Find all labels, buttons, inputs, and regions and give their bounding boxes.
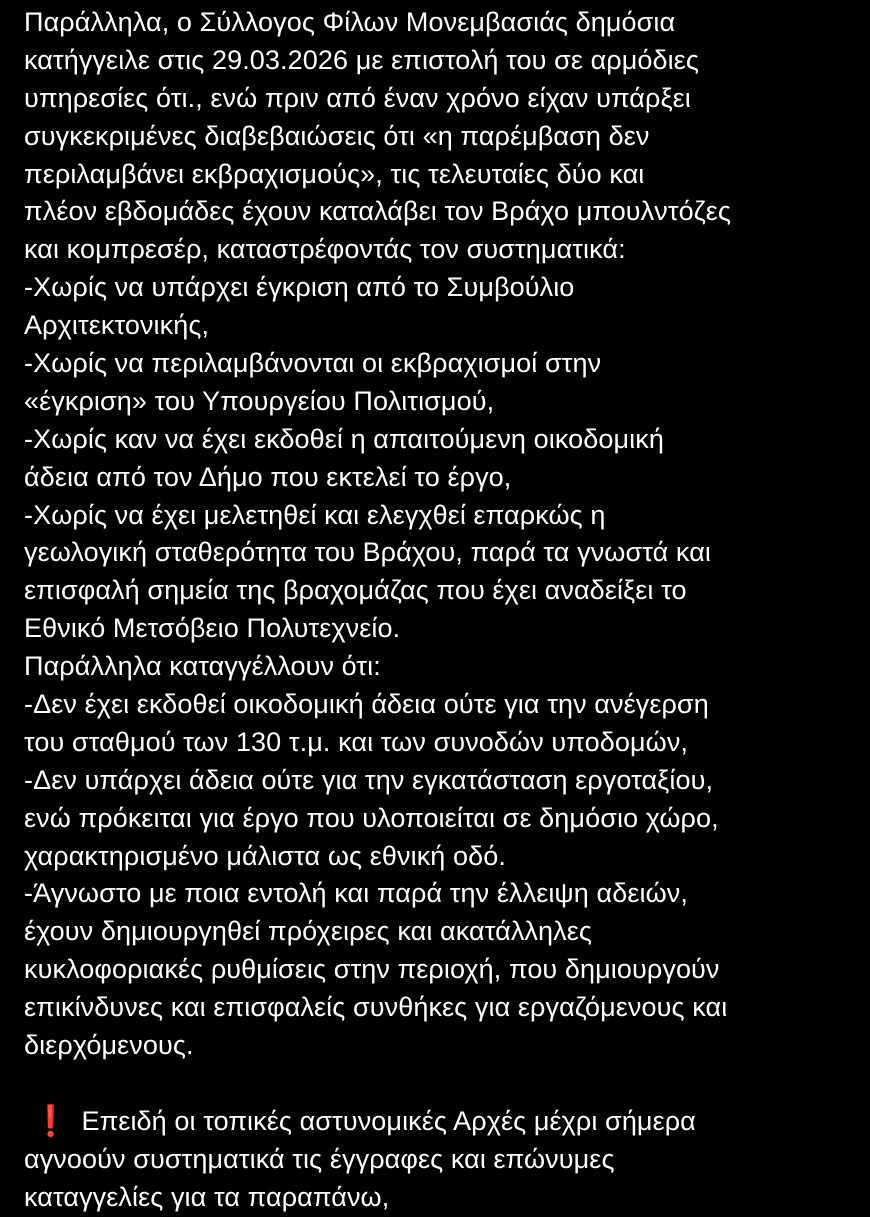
post-line: επικίνδυνες και επισφαλείς συνθήκες για εργαζόμενους και: [24, 992, 728, 1023]
post-line: γεωλογική σταθερότητα του Βράχου, παρά τα γνωστά και: [24, 537, 712, 568]
alert-line: [24, 1103, 854, 1141]
post-line: ενώ πρόκειται για έργο που υλοποιείται σε δημόσιο χώρο,: [24, 802, 719, 833]
post-line: -Χωρίς να υπάρχει έγκριση από το Συμβούλιο: [24, 272, 575, 303]
post-line: -Δεν έχει εκδοθεί οικοδομική άδεια ούτε για την ανέγερση: [24, 689, 709, 720]
alert-line: καταγγελίες για τα παραπάνω,: [24, 1181, 390, 1212]
post-line: πλέον εβδομάδες έχουν καταλάβει τον Βράχο μπουλντόζες: [24, 196, 732, 227]
post-line: συγκεκριμένες διαβεβαιώσεις ότι «η παρέμβαση δεν: [24, 120, 650, 151]
post-line: «έγκριση» του Υπουργείου Πολιτισμού,: [24, 385, 495, 416]
alert-text: Επειδή οι τοπικές αστυνομικές Αρχές μέχρι σήμερα: [81, 1105, 696, 1136]
post-line: -Χωρίς να έχει μελετηθεί και ελεγχθεί επαρκώς η: [24, 499, 606, 530]
post-line: χαρακτηρισμένο μάλιστα ως εθνική οδό.: [24, 840, 506, 871]
post-line: κατήγγειλε στις 29.03.2026 με επιστολή του σε αρμόδιες: [24, 44, 700, 75]
post-line: Παράλληλα, ο Σύλλογος Φίλων Μονεμβασιάς δημόσια: [24, 7, 676, 37]
post-line: Αρχιτεκτονικής,: [24, 310, 210, 341]
post-line: -Χωρίς καν να έχει εκδοθεί η απαιτούμενη οικοδομική: [24, 423, 664, 454]
post-line: διερχόμενους.: [24, 1030, 194, 1061]
paragraph-spacer: [24, 1065, 854, 1103]
post-line: -Χωρίς να περιλαμβάνονται οι εκβραχισμοί στην: [24, 348, 602, 379]
post-body: [24, 4, 854, 1217]
post-line: άδεια από τον Δήμο που εκτελεί το έργο,: [24, 461, 512, 492]
post-line: επισφαλή σημεία της βραχομάζας που έχει αναδείξει το: [24, 575, 687, 606]
post-line: -Δεν υπάρχει άδεια ούτε για την εγκατάσταση εργοταξίου,: [24, 764, 714, 795]
alert-line: αγνοούν συστηματικά τις έγγραφες και επώνυμες: [24, 1143, 615, 1174]
post-line: περιλαμβάνει εκβραχισμούς», τις τελευταίες δύο και: [24, 158, 645, 189]
post-line: Εθνικό Μετσόβειο Πολυτεχνείο.: [24, 613, 401, 644]
exclamation-icon: ❗: [32, 1104, 70, 1138]
post-line: υπηρεσίες ότι., ενώ πριν από έναν χρόνο είχαν υπάρξει: [24, 82, 691, 113]
post-line: Παράλληλα καταγγέλλουν ότι:: [24, 651, 381, 682]
post-line: κυκλοφοριακές ρυθμίσεις στην περιοχή, που δημιουργούν: [24, 954, 720, 985]
post-line: -Άγνωστο με ποια εντολή και παρά την έλλειψη αδειών,: [24, 878, 688, 909]
post-line: του σταθμού των 130 τ.μ. και των συνοδών υποδομών,: [24, 726, 689, 757]
post-line: έχουν δημιουργηθεί πρόχειρες και ακατάλληλες: [24, 916, 592, 947]
post-line: και κομπρεσέρ, καταστρέφοντάς τον συστηματικά:: [24, 234, 626, 265]
